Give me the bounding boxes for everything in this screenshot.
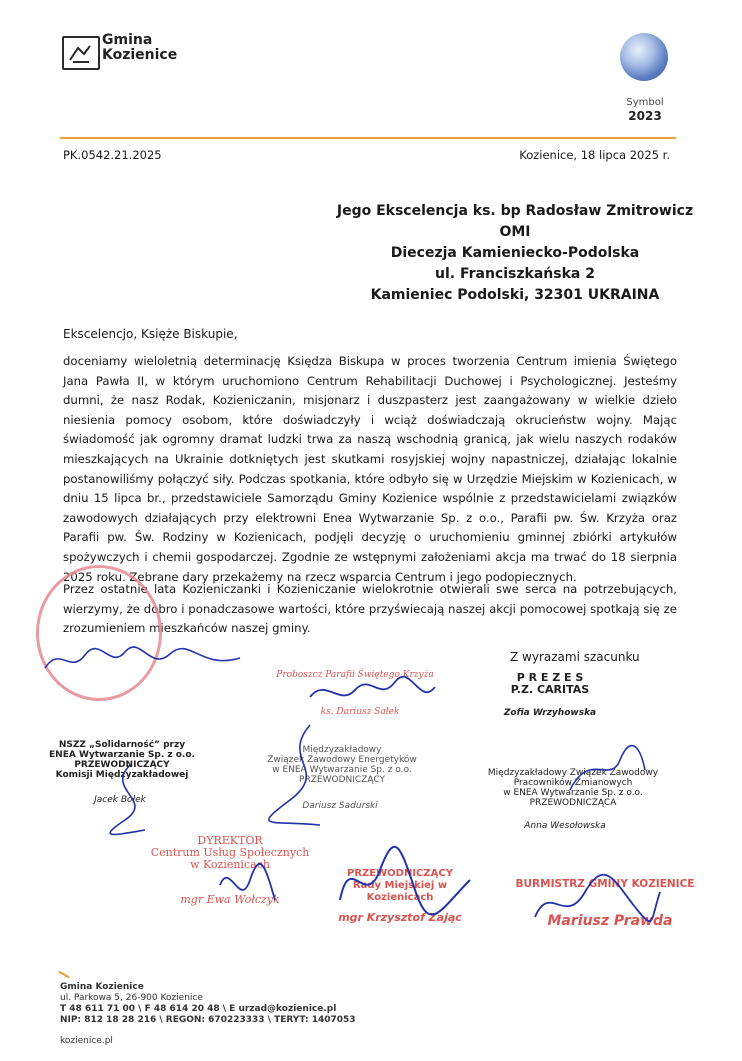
org-logo-text (102, 33, 177, 63)
stamp-line: P R E Z E S (516, 671, 584, 684)
stamp-line: P.Z. CARITAS (510, 683, 590, 696)
body-paragraph: doceniamy wieloletnią determinację Księdza Biskupa w proces tworzenia Centrum imienia Świętego Jana Pawła II, w którym uruchomiono Centrum Rehabilitacji Duchowej i Psychologicznej. Jesteśmy dumni, że nasz Rodak, Kozieniczanin, misjonarz i duszpasterz jest zaangażowany w wielkie dzieło niesienia pomocy osobom, które doświadczyły i wciąż doświadczają okrucieństw wojny. Mając świadomość jak ogromny dramat ludzki trwa za naszą wschodnią granicą, jak wielu naszych rodaków mieszkających na Ukrainie dotkniętych jest skutkami rosyjskiej wojny napastniczej, działając lokalnie postanowiliśmy połączyć siły. Podczas spotkania, które odbyło się w Urzędzie Miejskim w Kozienicach, w dniu 15 lipca br., przedstawiciele Samorządu Gminy Kozienice wspólnie z przedstawicielami związków zawodowych działających przy elektrowni Enea Wytwarzanie Sp. z o.o., Parafii pw. Św. Krzyża oraz Parafii pw. Św. Rodziny w Kozienicach, podjęli decyzję o uruchomieniu gminnej zbiórki artykułów spożywczych i chemii gospodarczej. Zgodnie ze wstępnymi założeniami akcja ma trwać do 18 sierpnia 2025 roku. Zebrane dary przekażemy na rzecz wsparcia Centrum i jego podopiecznych. (63, 354, 677, 584)
recipient-line: ul. Franciszkańska 2 (435, 266, 595, 282)
stamp-line: Rady Miejskiej w Kozienicach (352, 880, 448, 903)
stamp-line: w Kozienicach (190, 858, 270, 871)
recipient-line: OMI (499, 224, 531, 240)
signature-icon (320, 840, 480, 920)
stamp-parish-name: ks. Dariusz Sałek (320, 707, 400, 717)
signature-icon (560, 740, 650, 800)
symbol-label: Symbol (626, 97, 664, 108)
recipient-block (300, 201, 730, 306)
stamp-line: w ENEA Wytwarzanie Sp. z o.o. (503, 788, 643, 798)
recipient-line: Kamieniec Podolski, 32301 UKRAINA (370, 287, 660, 303)
stamp-line: PRZEWODNICZĄCA (529, 798, 617, 808)
symbol-badge-icon (620, 33, 668, 81)
stamp-line: Związek Zawodowy Energetyków (267, 755, 417, 765)
recipient-line: Diecezja Kamieniecko-Podolska (390, 245, 640, 261)
place-date: Kozienice, 18 lipca 2025 r. (519, 148, 670, 162)
stamp-zwiazek-energetykow-name: Dariusz Sadurski (302, 801, 378, 811)
stamp-caritas (490, 672, 610, 696)
footer-org-name: Gmina Kozienice (60, 982, 144, 992)
stamp-burmistrz: BURMISTRZ GMINY KOZIENICE (515, 878, 695, 890)
salutation: Ekscelencjo, Księże Biskupie, (63, 327, 238, 341)
stamp-line: Międzyzakładowy (302, 745, 382, 755)
body-paragraph: Przez ostatnie lata Kozieniczanki i Kozieniczanie wielokrotnie otwierali swe serca na potrzebujących, wierzymy, że dobro i ponadczasowe wartości, które przyświecają naszej akcji pomocowej spotkają się ze zrozumieniem mieszkańców naszej gminy. (63, 582, 677, 636)
footer-phone-email: T 48 611 71 00 \ F 48 614 20 48 \ E urzad@kozienice.pl (60, 1004, 337, 1014)
stamp-line: PRZEWODNICZĄCY (347, 868, 453, 879)
reference-number: PK.0542.21.2025 (63, 148, 162, 162)
stamp-line: w ENEA Wytwarzanie Sp. z o.o. (272, 765, 412, 775)
org-name-line2: Kozienice (102, 47, 178, 63)
footer-accent-icon (58, 964, 73, 979)
stamp-line: Proboszcz Parafii Świętego Krzyża (276, 670, 434, 680)
stamp-caritas-name: Zofia Wrzyhowska (503, 708, 597, 718)
stamp-line: Centrum Usług Społecznych (150, 846, 310, 859)
stamp-line: ENEA Wytwarzanie Sp. z o.o. (49, 750, 195, 760)
org-name-line1: Gmina (102, 32, 153, 48)
footer-website-link[interactable]: kozienice.pl (60, 1036, 113, 1046)
signature-icon (215, 855, 285, 915)
stamp-burmistrz-name: Mariusz Prawda (547, 913, 673, 929)
footer-contact (60, 982, 356, 1026)
recipient-line: Jego Ekscelencja ks. bp Radosław Zmitrowicz (336, 203, 694, 219)
header-divider (60, 137, 676, 139)
stamp-line: Komisji Międzyzakładowej (55, 770, 189, 780)
signature-icon (525, 872, 665, 932)
stamp-line: PRZEWODNICZĄCY (74, 760, 170, 770)
signature-icon (40, 640, 250, 680)
stamp-zwiazek-pracownikow-name: Anna Wesołowska (524, 821, 606, 831)
stamp-line: Pracowników Zmianowych (513, 778, 633, 788)
signature-icon (300, 672, 440, 712)
stamp-centrum-uslug-name: mgr Ewa Wołczyk (180, 893, 280, 906)
signature-icon (95, 760, 165, 840)
footer-ids: NIP: 812 18 28 216 \ REGON: 670223333 \ TERYT: 1407053 (60, 1015, 356, 1025)
symbol-year: 2023 (628, 109, 662, 123)
stamp-line: Międzyzakładowy Związek Zawodowy (487, 768, 659, 778)
closing-phrase: Z wyrazami szacunku (510, 650, 640, 664)
stamp-line: NSZZ „Solidarność” przy (58, 740, 186, 750)
stamp-line: PRZEWODNICZĄCY (299, 775, 385, 785)
footer-address: ul. Parkowa 5, 26-900 Kozienice (60, 993, 203, 1003)
coat-of-arms-icon (62, 36, 100, 70)
stamp-line: DYREKTOR (197, 834, 263, 847)
stamp-solidarnosc-name: Jacek Bołek (94, 795, 146, 805)
stamp-rada-name: mgr Krzysztof Zając (338, 911, 462, 924)
round-seal-icon (36, 565, 162, 701)
signature-icon (250, 720, 360, 830)
